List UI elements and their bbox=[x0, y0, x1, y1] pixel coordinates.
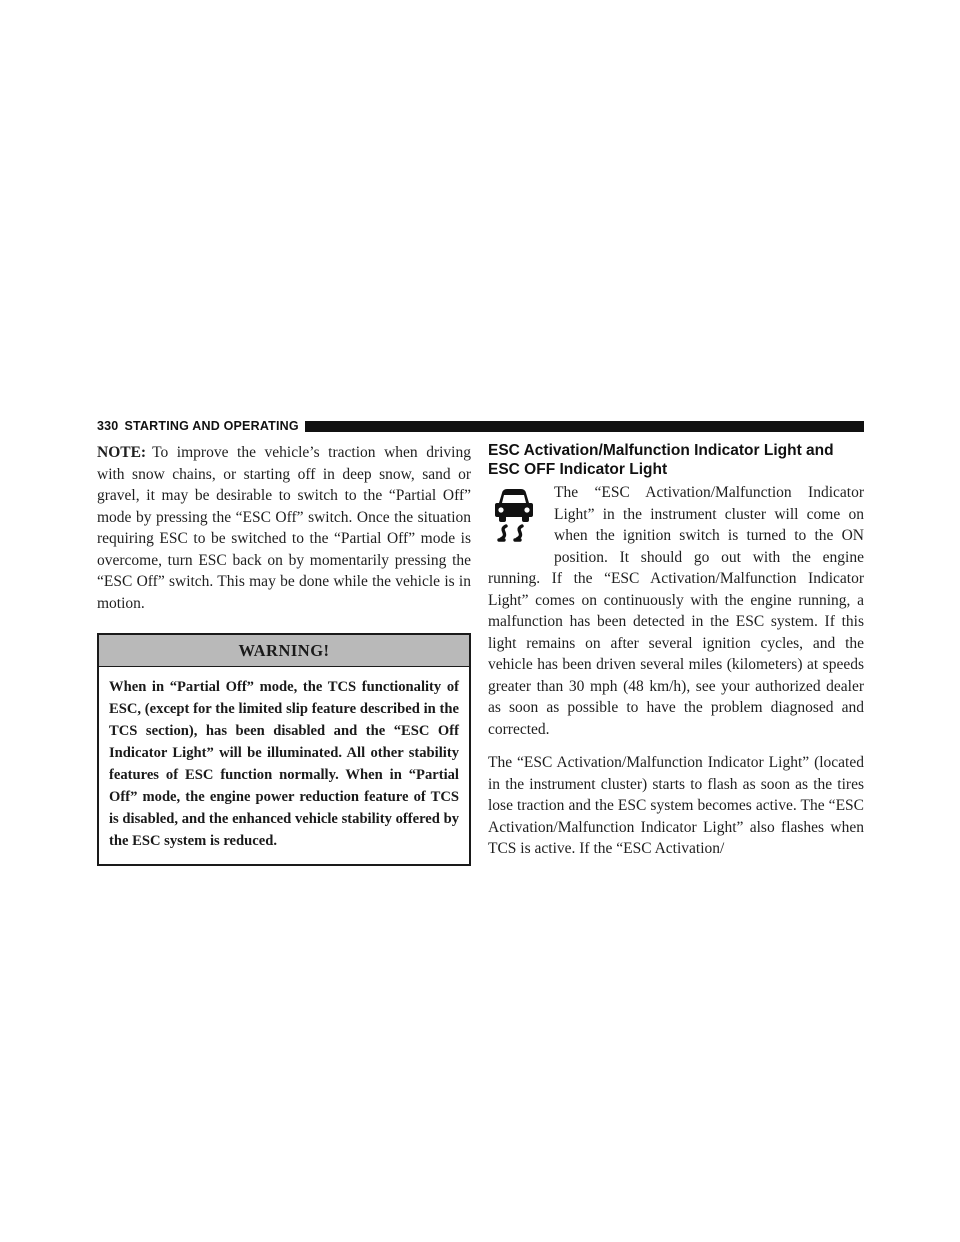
warning-title: WARNING! bbox=[99, 635, 469, 667]
note-text: To improve the vehicle’s traction when driving with snow chains, or starting off in deep snow, sand or gravel, it may be desirable to switch to the “Partial Off” mode by pressing the “ESC Off” switch. Once the situation requiring ESC to be switched to the “Partial Off” mode is overcome, turn ESC back on by momentarily pressing the “ESC Off” switch. This may be done while the vehicle is in motion. bbox=[97, 444, 471, 612]
page-header bbox=[97, 419, 864, 433]
note-label: NOTE: bbox=[97, 444, 147, 461]
note-paragraph bbox=[97, 442, 471, 614]
section-title: STARTING AND OPERATING bbox=[124, 419, 299, 433]
esc-skid-car-icon bbox=[488, 485, 544, 545]
warning-text: When in “Partial Off” mode, the TCS functionality of ESC, (except for the limited slip feature described in the TCS section), has been disabled and the “ESC Off Indicator Light” will be illuminated. All other stability features of ESC function normally. When in “Partial Off” mode, the engine power reduction feature of TCS is disabled, and the enhanced vehicle stability offered by the ESC system is reduced. bbox=[109, 679, 459, 849]
section-heading: ESC Activation/Malfunction Indicator Light and ESC OFF Indicator Light bbox=[488, 442, 834, 478]
warning-box bbox=[97, 633, 471, 866]
indicator-paragraph: The “ESC Activation/Malfunction Indicator Light” in the instrument cluster will come on when the ignition switch is turned to the ON position. It should go out with the engine running. If the “ESC Activation/Malfunction Indicator Light” comes on continuously with the engine running, a malfunction has been detected in the ESC system. If this light remains on after several ignition cycles, and the vehicle has been driven several miles (kilometers) at speeds greater than 30 mph (48 km/h), see your authorized dealer as soon as possible to have the problem diagnosed and corrected. bbox=[488, 484, 864, 738]
flash-paragraph: The “ESC Activation/Malfunction Indicator Light” (located in the instrument cluster) starts to flash as soon as the tires lose traction and the ESC system becomes active. The “ESC Activation/Malfunction Indicator Light” also flashes when TCS is active. If the “ESC Activation/ bbox=[488, 754, 864, 857]
header-rule bbox=[305, 421, 864, 432]
page-number: 330 bbox=[97, 419, 119, 433]
left-column bbox=[97, 442, 471, 866]
right-column bbox=[488, 441, 864, 860]
